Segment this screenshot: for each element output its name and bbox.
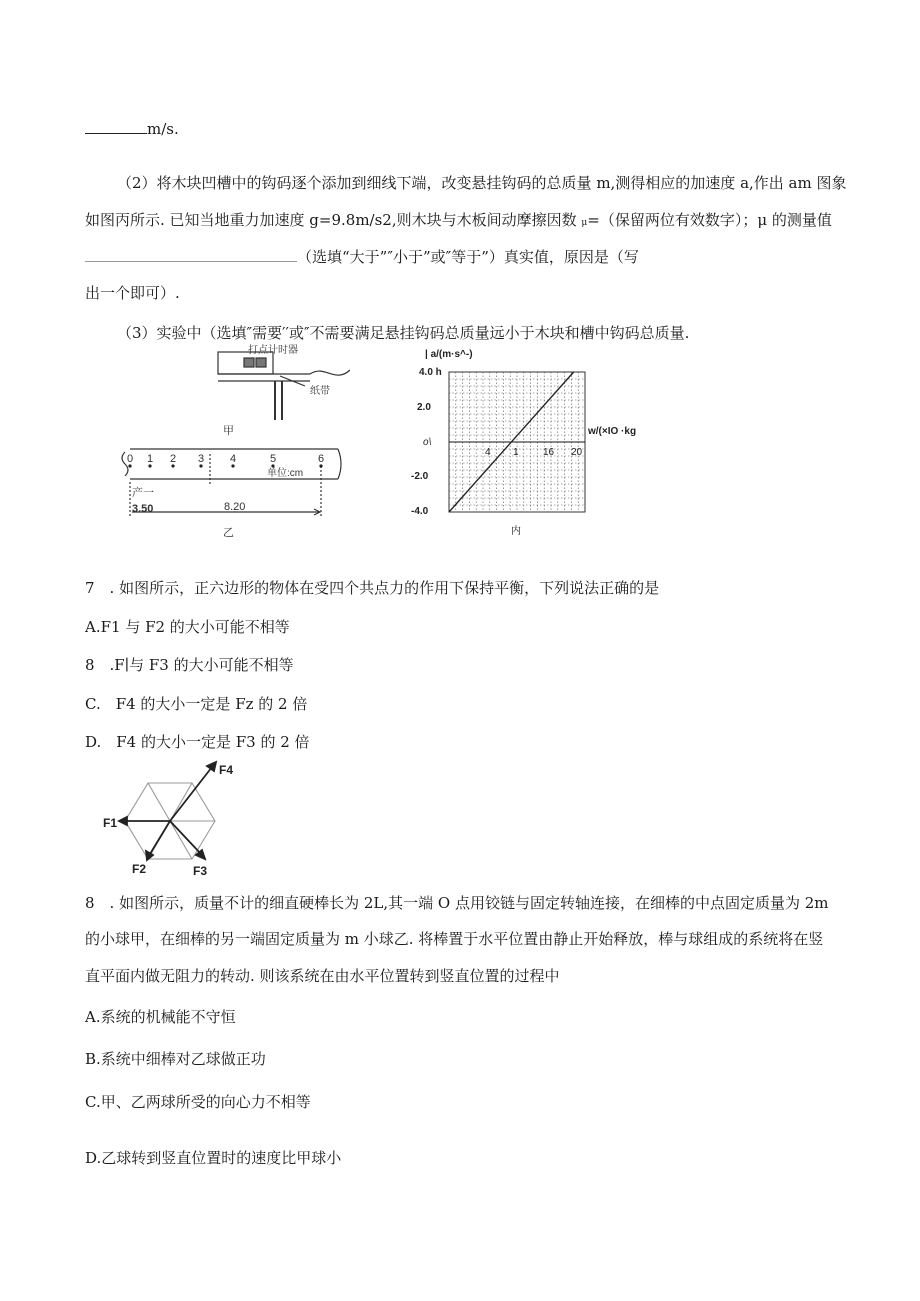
force-f1-head — [119, 817, 127, 825]
q7-stem: 7 . 如图所示，正六边形的物体在受四个共点力的作用下保持平衡，下列说法正确的是 — [85, 579, 660, 597]
dist-small: 3.50 — [132, 503, 154, 515]
q7-option-a[interactable]: A.F1 与 F2 的大小可能不相等 — [85, 618, 290, 636]
force-f2-arrow — [150, 821, 170, 854]
y-tick-2: 2.0 — [417, 402, 431, 413]
tick-2: 2 — [170, 453, 177, 465]
force-f3-arrow — [170, 821, 201, 854]
label-f3: F3 — [193, 864, 208, 878]
x-tick: 20 — [571, 447, 583, 458]
figure-bing-graph — [395, 344, 685, 544]
y-tick-neg2: -2.0 — [411, 471, 429, 482]
q8-option-c[interactable]: C.甲、乙两球所受的向心力不相等 — [85, 1093, 311, 1111]
timer-label: 打点计时器 — [248, 345, 298, 356]
label-f2: F2 — [132, 862, 147, 876]
x-tick: 16 — [543, 447, 555, 458]
dist-big: 8.20 — [224, 501, 246, 513]
tick-5: 5 — [270, 453, 277, 465]
tape-label: 纸带 — [310, 386, 330, 397]
tape-curve — [310, 370, 350, 375]
tick-6: 6 — [318, 453, 325, 465]
y-tick-4: 4.0 h — [419, 367, 442, 378]
label-f1: F1 — [103, 816, 118, 830]
bing-label: 内 — [511, 526, 521, 537]
q8-option-b[interactable]: B.系统中细棒对乙球做正功 — [85, 1050, 266, 1068]
tick-1: 1 — [147, 453, 154, 465]
answer-line-velocity: m/s. — [85, 118, 179, 139]
origin-label: o\ — [423, 437, 432, 448]
tick-0: 0 — [127, 453, 134, 465]
tape-break-right — [338, 449, 341, 479]
q6-part2-line2: 如图丙所示. 已知当地重力加速度 g=9.8m/s2,则木块与木板间动摩擦因数 μ=（保留两位有效数字）；μ 的测量值 — [85, 211, 832, 229]
y-axis-label: | a/(m·s^-) — [425, 349, 473, 360]
answer-blank[interactable] — [85, 246, 297, 262]
q8-option-d[interactable]: D.乙球转到竖直位置时的速度比甲球小 — [85, 1149, 342, 1167]
q7-option-c[interactable]: C. F4 的大小一定是 Fz 的 2 倍 — [85, 695, 308, 713]
figure-jia-yi — [110, 344, 350, 544]
q8-stem-line1: 8 . 如图所示，质量不计的细直硬棒长为 2L,其一端 O 点用铰链与固定转轴连接，在细棒的中点固定质量为 2m — [85, 894, 829, 912]
force-f4-head — [207, 762, 216, 771]
unit-label: 单位:cm — [267, 468, 304, 479]
figure-hexagon-forces — [95, 756, 245, 881]
q8-stem-line3: 直平面内做无阻力的转动. 则该系统在由水平位置转到竖直位置的过程中 — [85, 967, 560, 985]
mark-label: 产一 — [132, 487, 154, 499]
q8-option-a[interactable]: A.系统的机械能不守恒 — [85, 1008, 236, 1026]
tick-3: 3 — [198, 453, 205, 465]
q6-part2-line1: （2）将木块凹槽中的钩码逐个添加到细线下端，改变悬挂钩码的总质量 m,测得相应的加速度 a,作出 am 图象 — [117, 174, 847, 192]
q6-part2-line4: 出一个即可）. — [85, 284, 180, 302]
q7-option-d[interactable]: D. F4 的大小一定是 F3 的 2 倍 — [85, 733, 310, 751]
x-tick: 1 — [513, 447, 519, 458]
label-f4: F4 — [219, 763, 234, 777]
force-f4-arrow — [170, 767, 212, 821]
timer-part — [244, 358, 254, 367]
answer-blank[interactable] — [85, 118, 147, 134]
x-axis-label: w/(×IO ·kg — [588, 426, 637, 437]
yi-label: 乙 — [223, 527, 234, 539]
jia-label: 甲 — [223, 425, 234, 437]
x-tick: 4 — [485, 447, 491, 458]
q6-part3: （3）实验中（选填″需要′′或″不需要满足悬挂钩码总质量远小于木块和槽中钩码总质量. — [117, 324, 690, 342]
q7-option-b[interactable]: 8 .F∣与 F3 的大小可能不相等 — [85, 656, 294, 674]
tick-4: 4 — [230, 453, 237, 465]
y-tick-neg4: -4.0 — [411, 506, 429, 517]
q6-part2-line3: （选填“大于”″小于”或″等于”）真实值，原因是（写 — [85, 246, 639, 267]
timer-part — [256, 358, 266, 367]
q8-stem-line2: 的小球甲，在细棒的另一端固定质量为 m 小球乙. 将棒置于水平位置由静止开始释放，棒与球组成的系统将在竖 — [85, 930, 824, 948]
